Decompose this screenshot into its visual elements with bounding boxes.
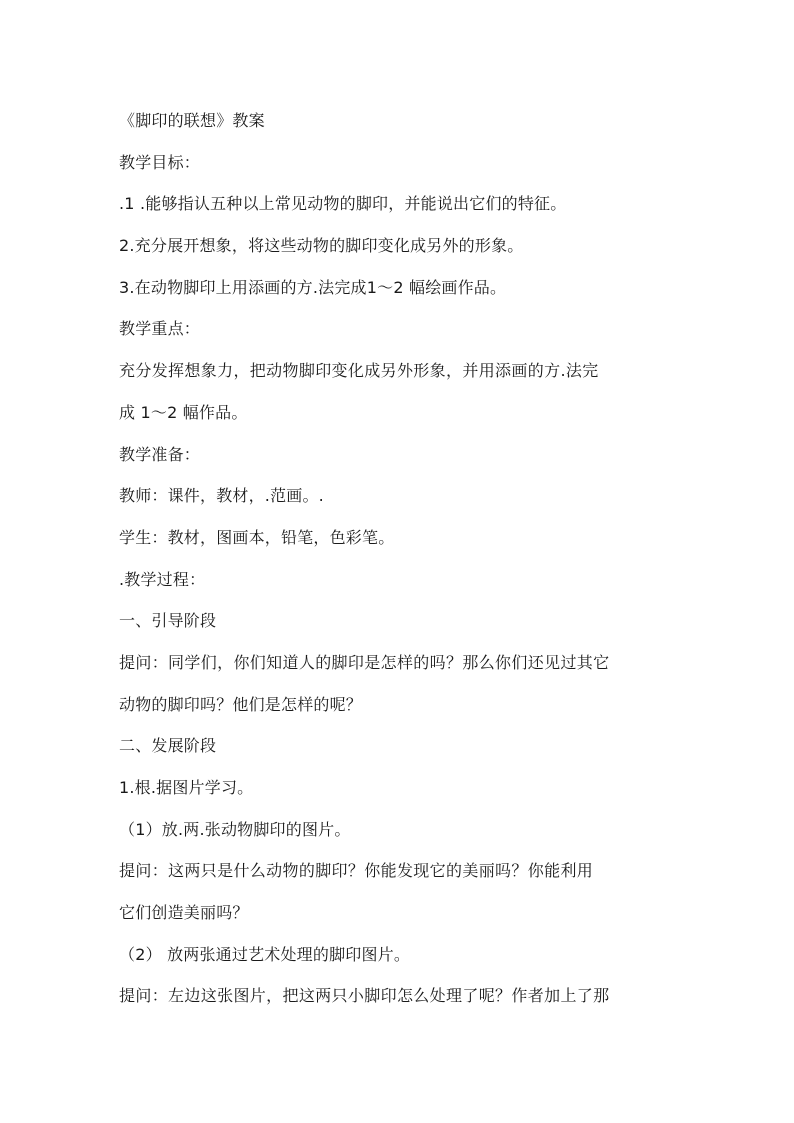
document-body xyxy=(119,100,684,1017)
section-heading-preparation: 教学准备： xyxy=(119,444,201,464)
key-points-line-1: 充分发挥想象力，把动物脚印变化成另外形象，并用添画的方.法完 xyxy=(119,361,599,381)
document-title: 《脚印的联想》教案 xyxy=(119,111,265,130)
stage-1-question-line-2: 动物的脚印吗？他们是怎样的呢？ xyxy=(119,694,363,714)
stage-2-question-1-line-2: 它们创造美丽吗？ xyxy=(119,903,249,923)
section-heading-key-points: 教学重点： xyxy=(119,319,201,339)
key-points-line-2: 成 1～2 幅作品。 xyxy=(119,402,248,422)
objective-2: 2.充分展开想象，将这些动物的脚印变化成另外的形象。 xyxy=(119,236,524,256)
section-heading-process: .教学过程： xyxy=(119,569,206,589)
stage-2-substep-2: （2） 放两张通过艺术处理的脚印图片。 xyxy=(119,944,411,964)
preparation-teacher: 教师：课件，教材，.范画。. xyxy=(119,486,324,506)
preparation-student: 学生：教材，图画本，铅笔，色彩笔。 xyxy=(119,527,395,547)
stage-1-heading: 一、引导阶段 xyxy=(119,611,217,631)
stage-2-question-2-line-1: 提问：左边这张图片，把这两只小脚印怎么处理了呢？作者加上了那 xyxy=(119,986,610,1006)
stage-2-heading: 二、发展阶段 xyxy=(119,736,217,756)
stage-1-question-line-1: 提问：同学们，你们知道人的脚印是怎样的吗？那么你们还见过其它 xyxy=(119,652,610,672)
stage-2-substep-1: （1）放.两.张动物脚印的图片。 xyxy=(119,819,351,839)
section-heading-objectives: 教学目标： xyxy=(119,152,201,172)
objective-3: 3.在动物脚印上用添画的方.法完成1～2 幅绘画作品。 xyxy=(119,277,507,297)
stage-2-question-1-line-1: 提问：这两只是什么动物的脚印？你能发现它的美丽吗？你能利用 xyxy=(119,861,594,881)
objective-1: .1 .能够指认五种以上常见动物的脚印，并能说出它们的特征。 xyxy=(119,194,567,214)
stage-2-step-1: 1.根.据图片学习。 xyxy=(119,778,254,797)
